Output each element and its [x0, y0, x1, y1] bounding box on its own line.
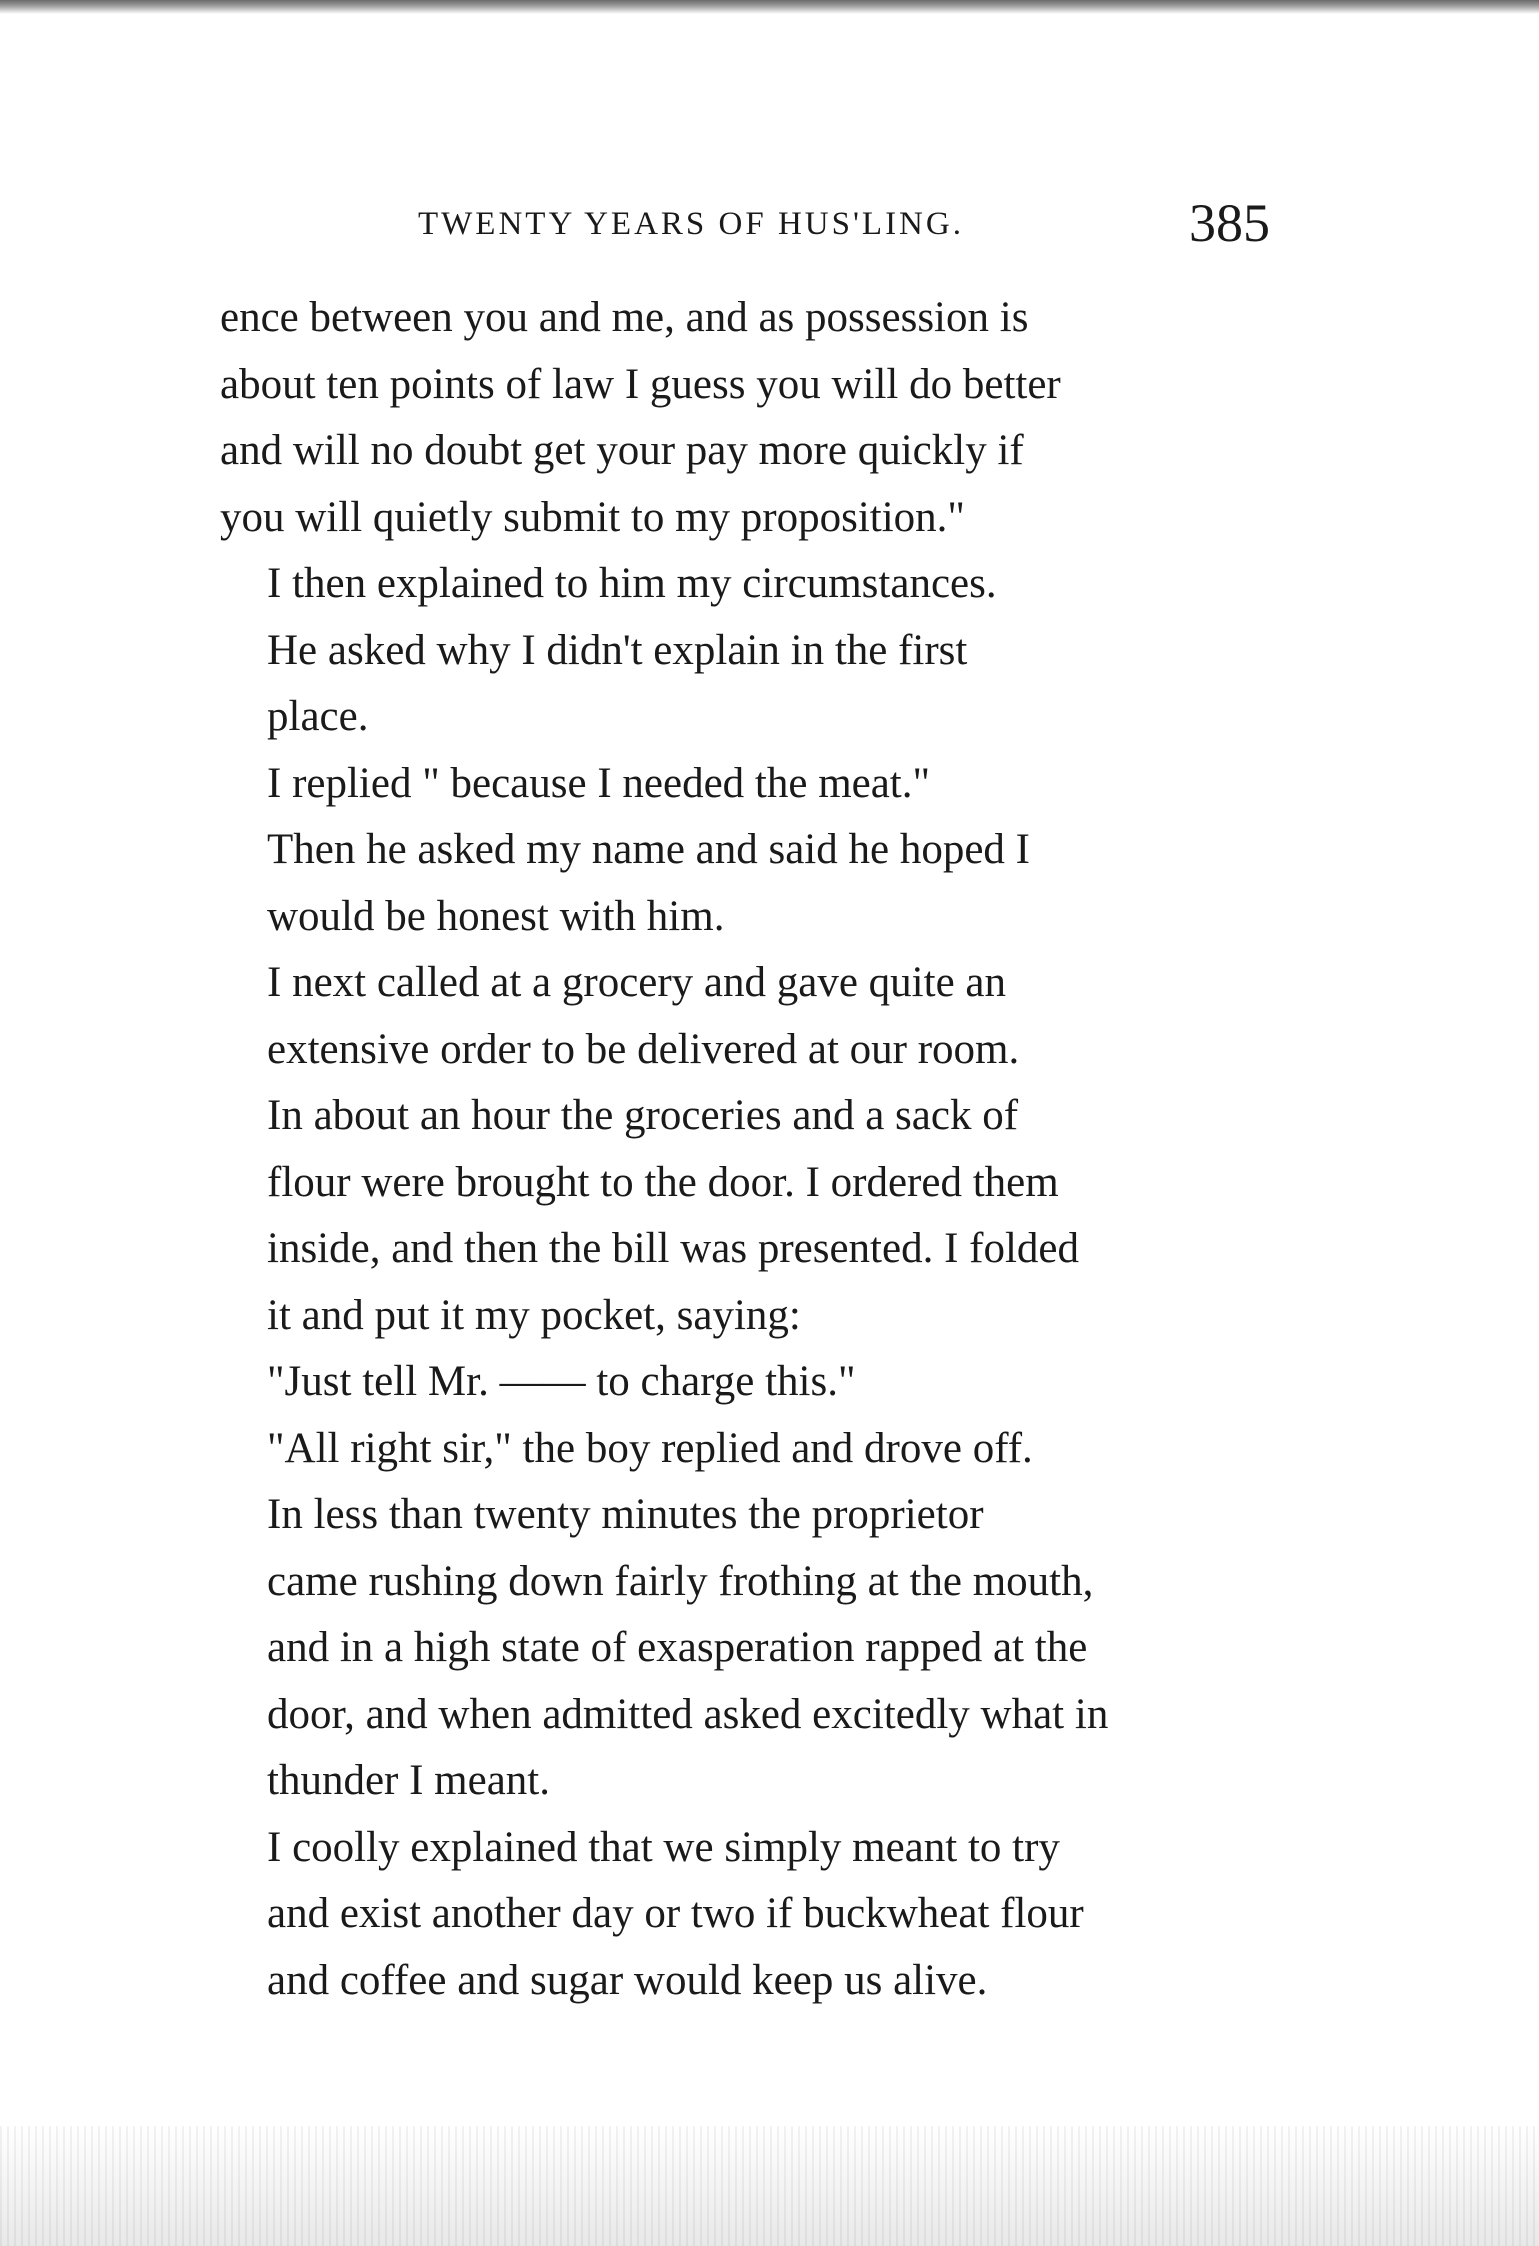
text-line: it and put it my pocket, saying: [267, 1291, 801, 1339]
text-line: would be honest with him. [267, 892, 725, 940]
text-line: and exist another day or two if buckwheat flour [267, 1890, 1084, 1937]
paragraph [220, 1349, 1270, 1416]
text-line: "All right sir," the boy replied and drove off. [267, 1424, 1033, 1472]
text-line: "Just tell Mr. —— to charge this." [267, 1358, 856, 1405]
text-line: In about an hour the groceries and a sack of [267, 1092, 1019, 1139]
paragraph [220, 1482, 1270, 1815]
text-line: extensive order to be delivered at our room. [267, 1025, 1020, 1073]
text-line: inside, and then the bill was presented. I folded [267, 1225, 1080, 1272]
text-line: place. [267, 693, 369, 740]
paragraph [220, 551, 1270, 618]
text-line: about ten points of law I guess you will do better [220, 360, 1061, 408]
text-line: I then explained to him my circumstances. [267, 560, 997, 607]
running-head [220, 192, 1270, 262]
paragraph [220, 285, 1270, 551]
running-title: TWENTY YEARS OF HUS'LING. [418, 206, 964, 242]
paragraph [220, 751, 1270, 818]
text-line: Then he asked my name and said he hoped I [267, 826, 1030, 873]
text-line: flour were brought to the door. I ordered them [267, 1158, 1059, 1206]
scan-grain [0, 2126, 1539, 2246]
text-line: you will quietly submit to my proposition." [220, 493, 965, 541]
text-line: I coolly explained that we simply meant to try [267, 1823, 1060, 1871]
body-text [220, 285, 1270, 2014]
text-line: and coffee and sugar would keep us alive. [267, 1956, 988, 2004]
paragraph [220, 950, 1270, 1083]
page-number: 385 [1189, 193, 1270, 253]
text-line: ence between you and me, and as possession is [220, 294, 1029, 341]
text-line: and will no doubt get your pay more quickly if [220, 427, 1024, 474]
paragraph [220, 817, 1270, 950]
paragraph [220, 1083, 1270, 1349]
text-line: In less than twenty minutes the proprietor [267, 1491, 984, 1538]
text-line: I next called at a grocery and gave quite an [267, 959, 1006, 1006]
text-line: He asked why I didn't explain in the first [267, 626, 968, 674]
text-line: I replied " because I needed the meat." [267, 759, 931, 807]
paragraph [220, 1815, 1270, 2015]
text-line: and in a high state of exasperation rapped at the [267, 1624, 1088, 1671]
text-line: thunder I meant. [267, 1757, 550, 1804]
text-line: door, and when admitted asked excitedly what in [267, 1690, 1109, 1738]
paragraph [220, 1416, 1270, 1483]
text-line: came rushing down fairly frothing at the mouth, [267, 1557, 1094, 1605]
paragraph [220, 618, 1270, 751]
scan-edge-shadow [0, 0, 1539, 14]
